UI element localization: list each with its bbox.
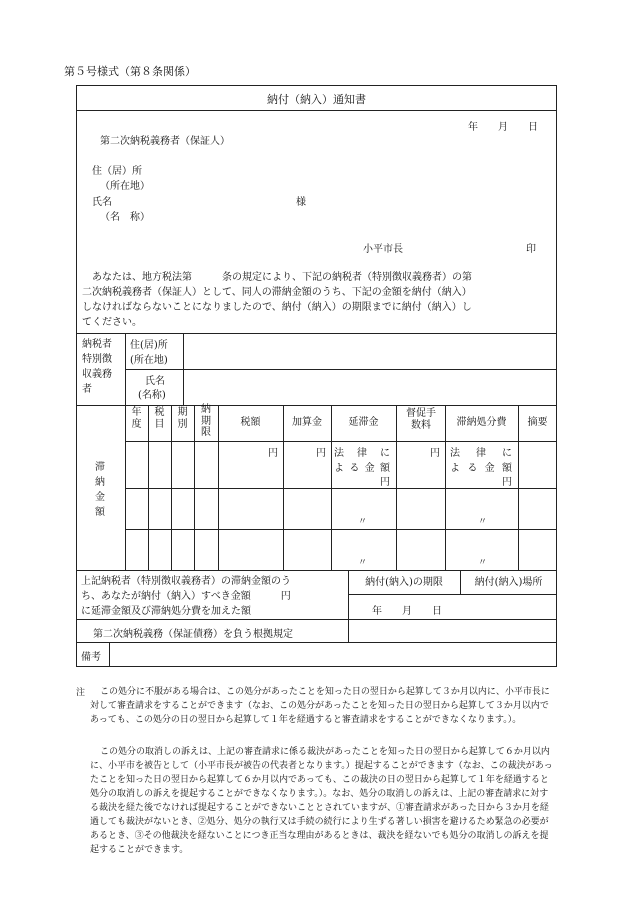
body-line-2: 二次納税義務者（保証人）として、同人の滞納金額のうち、下記の金額を納付（納入） bbox=[82, 287, 472, 298]
taxpayer-address-label: 住(居)所 bbox=[130, 340, 168, 351]
location-label: （所在地） bbox=[100, 181, 150, 192]
unit-yen-additional: 円 bbox=[316, 448, 326, 459]
legal-amount-1-disposition: 法律に bbox=[450, 448, 512, 459]
body-line-4: てください。 bbox=[82, 317, 142, 328]
legal-amount-2: よる金額 bbox=[334, 463, 390, 474]
summary-line-1: 上記納税者（特別徴収義務者）の滞納金額のう bbox=[81, 576, 291, 587]
ditto-mark: 〃 bbox=[478, 517, 488, 527]
note-mark: 注 bbox=[76, 688, 86, 698]
unit-yen-disposition: 円 bbox=[502, 477, 512, 488]
form-number-label: 第５号様式（第８条関係） bbox=[64, 65, 196, 78]
summary-line-3: に延滞金額及び滞納処分費を加えた額 bbox=[81, 606, 251, 617]
address-label: 住（居）所 bbox=[92, 166, 142, 177]
header-tax-amount: 税額 bbox=[240, 417, 261, 428]
header-delinquency: 延滞金 bbox=[348, 417, 379, 428]
header-year: 年度 bbox=[131, 407, 142, 430]
ditto-mark: 〃 bbox=[478, 558, 488, 568]
place-header: 納付(納入)場所 bbox=[474, 577, 543, 588]
seal-mark: 印 bbox=[526, 244, 536, 255]
header-reminder-fee: 督促手数料 bbox=[406, 408, 436, 431]
honorific: 様 bbox=[296, 197, 306, 208]
taxpayer-location-label: (所在地) bbox=[130, 355, 168, 366]
deadline-date: 年 月 日 bbox=[372, 606, 442, 617]
addressee-heading: 第二次納税義務者（保証人） bbox=[100, 136, 230, 147]
note-paragraph-1: この処分に不服がある場合は、この処分があったことを知った日の翌日から起算して３か月以内に、小平市長に対して審査請求をすることができます（なお、この処分があったことを知った日の翌日から起算して３か月以内であっても、この処分の日の翌日から起算して１年を経過すると審査請求をすることができなくなります。）。 bbox=[90, 687, 550, 725]
header-period: 期別 bbox=[177, 407, 188, 430]
legal-amount-2-disposition: よる金額 bbox=[450, 463, 512, 474]
form-title: 納付（納入）通知書 bbox=[267, 93, 366, 106]
header-additional: 加算金 bbox=[292, 417, 322, 428]
ditto-mark: 〃 bbox=[358, 517, 368, 527]
arrears-side-label: 滞納金額 bbox=[95, 462, 105, 518]
name-sub-label: （名 称） bbox=[100, 212, 150, 223]
taxpayer-name-sub-label: (名称) bbox=[138, 390, 166, 401]
header-remarks: 摘要 bbox=[527, 417, 548, 428]
summary-line-2: ち、あなたが納付（納入）すべき金額 円 bbox=[81, 591, 291, 602]
body-line-1: あなたは、地方税法第 条の規定により、下記の納税者（特別徴収義務者）の第 bbox=[92, 272, 472, 283]
basis-label: 第二次納税義務（保証債務）を負う根拠規定 bbox=[93, 629, 293, 640]
taxpayer-name-label: 氏名 bbox=[145, 376, 165, 387]
name-label: 氏名 bbox=[92, 197, 112, 208]
ditto-mark: 〃 bbox=[358, 558, 368, 568]
body-line-3: しなければならないことになりましたので、納付（納入）の期限までに納付（納入）し bbox=[82, 302, 472, 313]
header-disposition-cost: 滞納処分費 bbox=[456, 417, 507, 428]
date-field: 年 月 日 bbox=[468, 122, 538, 133]
deadline-header: 納付(納入)の期限 bbox=[365, 577, 443, 588]
unit-yen-reminder: 円 bbox=[430, 448, 440, 459]
header-due: 納期限 bbox=[201, 404, 211, 438]
note-paragraph-2: この処分の取消しの訴えは、上記の審査請求に係る裁決があったことを知った日の翌日から起算して６か月以内に、小平市を被告として（小平市長が被告の代表者となります。）提起することができます（なお、この裁決があったことを知った日の翌日から起算して６か月以内であっても、この裁決の日の翌日から起算して１年を経過すると処分の取消しの訴えを提起することができなくなります。）。なお、処分の取消しの訴えは、上記の審査請求に対する裁決を経た後でなければ提起することができないこととされていますが、①審査請求があった日から３か月を経過しても裁決がないとき、②処分、処分の執行又は手続の続行により生ずる著しい損害を避けるため緊急の必要があるとき、③その他裁決を経ないことにつき正当な理由があるときは、裁決を経ないでも処分の取消しの訴えを提起することができます。 bbox=[90, 747, 553, 855]
issuer-name: 小平市長 bbox=[363, 244, 403, 255]
header-tax-item: 税目 bbox=[154, 407, 165, 430]
unit-yen-tax: 円 bbox=[268, 448, 278, 459]
legal-amount-1: 法律に bbox=[334, 448, 390, 459]
remarks-label: 備考 bbox=[81, 652, 101, 663]
unit-yen-delinquency: 円 bbox=[380, 477, 390, 488]
taxpayer-label: 納税者 特別徴 収義務 者 bbox=[82, 339, 112, 395]
